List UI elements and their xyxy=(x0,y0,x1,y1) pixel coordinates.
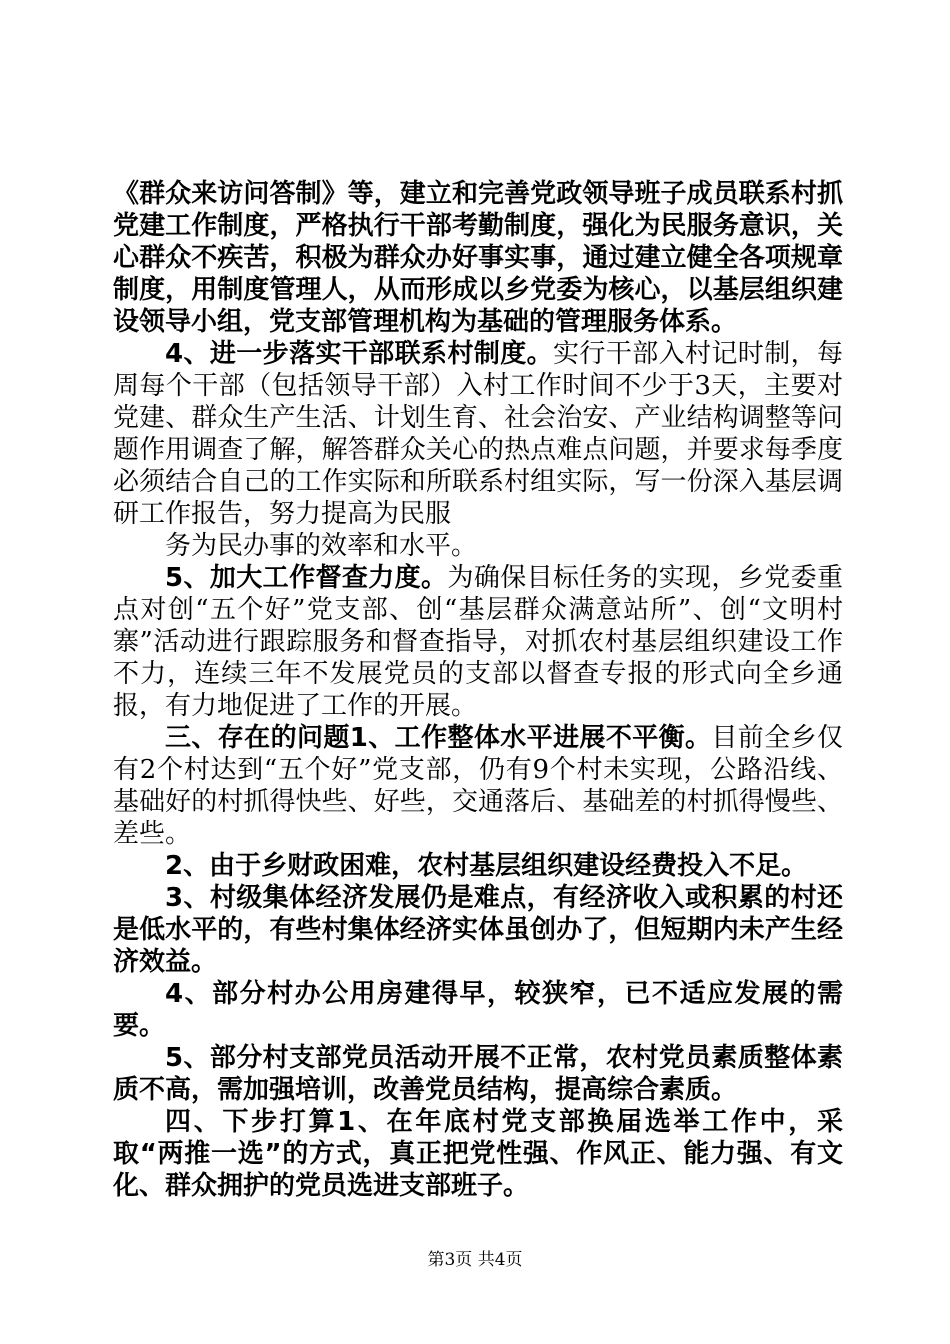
paragraph-2 xyxy=(113,338,843,530)
paragraph-10 xyxy=(113,1106,843,1202)
paragraph-6-bold: 2、由于乡财政困难，农村基层组织建设经费投入不足。 xyxy=(165,851,808,881)
paragraph-4-heading: 5、加大工作督查力度。 xyxy=(165,563,448,593)
document-body xyxy=(113,178,843,1202)
paragraph-7-bold: 3、村级集体经济发展仍是难点，有经济收入或积累的村还是低水平的，有些村集体经济实体虽创办了，但短期内未产生经济效益。 xyxy=(113,883,843,977)
paragraph-3-text: 务为民办事的效率和水平。 xyxy=(165,531,478,561)
paragraph-4-text: 为确保目标任务的实现，乡党委重点对创“五个好”党支部、创“基层群众满意站所”、创“文明村寨”活动进行跟踪服务和督查指导，对抓农村基层组织建设工作不力，连续三年不发展党员的支部以督查专报的形式向全乡通报，有力地促进了工作的开展。 xyxy=(113,563,843,721)
paragraph-1-bold: 《群众来访问答制》等，建立和完善党政领导班子成员联系村抓党建工作制度，严格执行干部考勤制度，强化为民服务意识，关心群众不疾苦，积极为群众办好事实事，通过建立健全各项规章制度，用制度管理人，从而形成以乡党委为核心，以基层组织建设领导小组，党支部管理机构为基础的管理服务体系。 xyxy=(113,179,843,337)
paragraph-2-text: 实行干部入村记时制，每周每个干部（包括领导干部）入村工作时间不少于3天，主要对党建、群众生产生活、计划生育、社会治安、产业结构调整等问题作用调查了解，解答群众关心的热点难点问题，并要求每季度必须结合自己的工作实际和所联系村组实际，写一份深入基层调研工作报告，努力提高为民服 xyxy=(113,339,843,529)
paragraph-5 xyxy=(113,722,843,850)
paragraph-6 xyxy=(113,850,843,882)
paragraph-5-heading: 三、存在的问题1、工作整体水平进展不平衡。 xyxy=(165,723,712,753)
paragraph-9 xyxy=(113,1042,843,1106)
paragraph-8-bold: 4、部分村办公用房建得早，较狭窄，已不适应发展的需要。 xyxy=(113,979,843,1041)
page-number-footer: 第3页 共4页 xyxy=(427,1250,523,1270)
paragraph-7 xyxy=(113,882,843,978)
paragraph-3 xyxy=(113,530,843,562)
paragraph-10-bold: 四、下步打算1、在年底村党支部换届选举工作中，采取“两推一选”的方式，真正把党性强、作风正、能力强、有文化、群众拥护的党员选进支部班子。 xyxy=(113,1107,843,1201)
paragraph-2-heading: 4、进一步落实干部联系村制度。 xyxy=(165,339,554,369)
paragraph-5-text: 目前全乡仅有2个村达到“五个好”党支部，仍有9个村未实现，公路沿线、基础好的村抓得快些、好些，交通落后、基础差的村抓得慢些、差些。 xyxy=(113,723,843,849)
paragraph-4 xyxy=(113,562,843,722)
paragraph-9-bold: 5、部分村支部党员活动开展不正常，农村党员素质整体素质不高，需加强培训，改善党员结构，提高综合素质。 xyxy=(113,1043,843,1105)
paragraph-1 xyxy=(113,178,843,338)
paragraph-8 xyxy=(113,978,843,1042)
